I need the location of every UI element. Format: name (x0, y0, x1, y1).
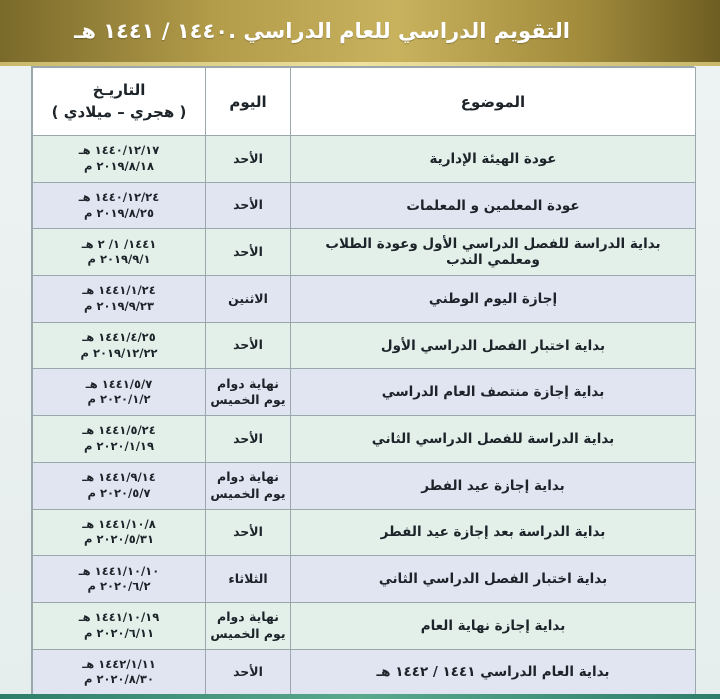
title-banner (0, 0, 720, 62)
date-hijri: ١٤٤١/١٠/١٠ هـ (78, 563, 160, 578)
page-title: التقويم الدراسي للعام الدراسي .١٤٤٠ / ١٤٤١ هـ (74, 19, 570, 43)
cell-topic: عودة الهيئة الإدارية (291, 136, 696, 183)
date-hijri: ١٤٤١/١٠/١٩ هـ (78, 610, 160, 625)
date-gregorian: ٢٠١٩/٨/٢٥ م (84, 205, 154, 220)
cell-topic: بداية اختبار الفصل الدراسي الأول (291, 322, 696, 369)
cell-topic: بداية العام الدراسي ١٤٤١ / ١٤٤٢ هـ (291, 649, 696, 696)
header-day: اليوم (206, 68, 291, 136)
calendar-rows (33, 136, 696, 696)
cell-day: نهاية دوام يوم الخميس (206, 462, 291, 509)
cell-date (33, 276, 206, 323)
header-date-line2: ( هجري – ميلادي ) (51, 102, 187, 121)
header-date (33, 68, 206, 136)
cell-date (33, 602, 206, 649)
cell-topic: بداية الدراسة للفصل الدراسي الثاني (291, 416, 696, 463)
header-row (33, 68, 696, 136)
date-gregorian: ٢٠٢٠/٦/١١ م (84, 625, 154, 640)
cell-date (33, 229, 206, 276)
table-row (33, 322, 696, 369)
cell-date (33, 416, 206, 463)
cell-date (33, 556, 206, 603)
cell-topic: إجازة اليوم الوطني (291, 276, 696, 323)
date-gregorian: ٢٠١٩/١٢/٢٢ م (80, 345, 158, 360)
cell-topic: بداية إجازة منتصف العام الدراسي (291, 369, 696, 416)
cell-day: الأحد (206, 182, 291, 229)
calendar-table-container (31, 66, 694, 694)
table-row (33, 136, 696, 183)
date-gregorian: ٢٠٢٠/١/١٩ م (84, 438, 154, 453)
date-gregorian: ٢٠١٩/٨/١٨ م (84, 158, 154, 173)
date-hijri: ١٤٤٢/١/١١ هـ (82, 656, 156, 671)
date-hijri: ١٤٤١/١٠/٨ هـ (82, 516, 156, 531)
cell-day: الأحد (206, 509, 291, 556)
date-gregorian: ٢٠٢٠/٥/٣١ م (84, 532, 154, 547)
table-row (33, 229, 696, 276)
cell-day: نهاية دوام يوم الخميس (206, 602, 291, 649)
cell-day: نهاية دوام يوم الخميس (206, 369, 291, 416)
table-row (33, 276, 696, 323)
cell-date (33, 462, 206, 509)
date-gregorian: ٢٠٢٠/٦/٢ م (87, 579, 151, 594)
cell-topic: بداية إجازة نهاية العام (291, 602, 696, 649)
cell-day: الأحد (206, 229, 291, 276)
cell-day: الأحد (206, 416, 291, 463)
bottom-band (0, 694, 720, 699)
cell-topic: بداية اختبار الفصل الدراسي الثاني (291, 556, 696, 603)
date-hijri: ١٤٤١/١/٢٤ هـ (82, 283, 156, 298)
table-row (33, 556, 696, 603)
header-date-line1: التاريـخ (92, 80, 146, 99)
cell-day: الأحد (206, 322, 291, 369)
date-gregorian: ٢٠٢٠/٨/٣٠ م (84, 672, 154, 687)
date-hijri: ١٤٤١/ ١/ ٢ هـ (81, 236, 157, 251)
table-row (33, 369, 696, 416)
table-row (33, 182, 696, 229)
calendar-table (32, 67, 696, 696)
date-hijri: ١٤٤٠/١٢/١٧ هـ (78, 143, 160, 158)
table-row (33, 602, 696, 649)
date-gregorian: ٢٠٢٠/٥/٧ م (87, 485, 151, 500)
header-topic: الموضوع (291, 68, 696, 136)
cell-date (33, 509, 206, 556)
cell-date (33, 322, 206, 369)
cell-date (33, 136, 206, 183)
date-hijri: ١٤٤١/٥/٧ هـ (85, 376, 153, 391)
cell-topic: عودة المعلمين و المعلمات (291, 182, 696, 229)
cell-day: الأحد (206, 649, 291, 696)
cell-day: الثلاثاء (206, 556, 291, 603)
date-hijri: ١٤٤١/٩/١٤ هـ (82, 470, 156, 485)
date-gregorian: ٢٠٢٠/١/٢ م (87, 392, 151, 407)
table-row (33, 509, 696, 556)
cell-topic: بداية إجازة عيد الفطر (291, 462, 696, 509)
table-row (33, 462, 696, 509)
date-gregorian: ٢٠١٩/٩/٢٣ م (84, 298, 154, 313)
date-gregorian: ٢٠١٩/٩/١ م (87, 252, 151, 267)
cell-date (33, 182, 206, 229)
cell-day: الاثنين (206, 276, 291, 323)
cell-topic: بداية الدراسة بعد إجازة عيد الفطر (291, 509, 696, 556)
cell-date (33, 369, 206, 416)
cell-day: الأحد (206, 136, 291, 183)
date-hijri: ١٤٤٠/١٢/٢٤ هـ (78, 190, 160, 205)
date-hijri: ١٤٤١/٤/٢٥ هـ (82, 330, 156, 345)
cell-date (33, 649, 206, 696)
table-row (33, 649, 696, 696)
cell-topic: بداية الدراسة للفصل الدراسي الأول وعودة الطلاب ومعلمي الندب (291, 229, 696, 276)
date-hijri: ١٤٤١/٥/٢٤ هـ (82, 423, 156, 438)
table-row (33, 416, 696, 463)
